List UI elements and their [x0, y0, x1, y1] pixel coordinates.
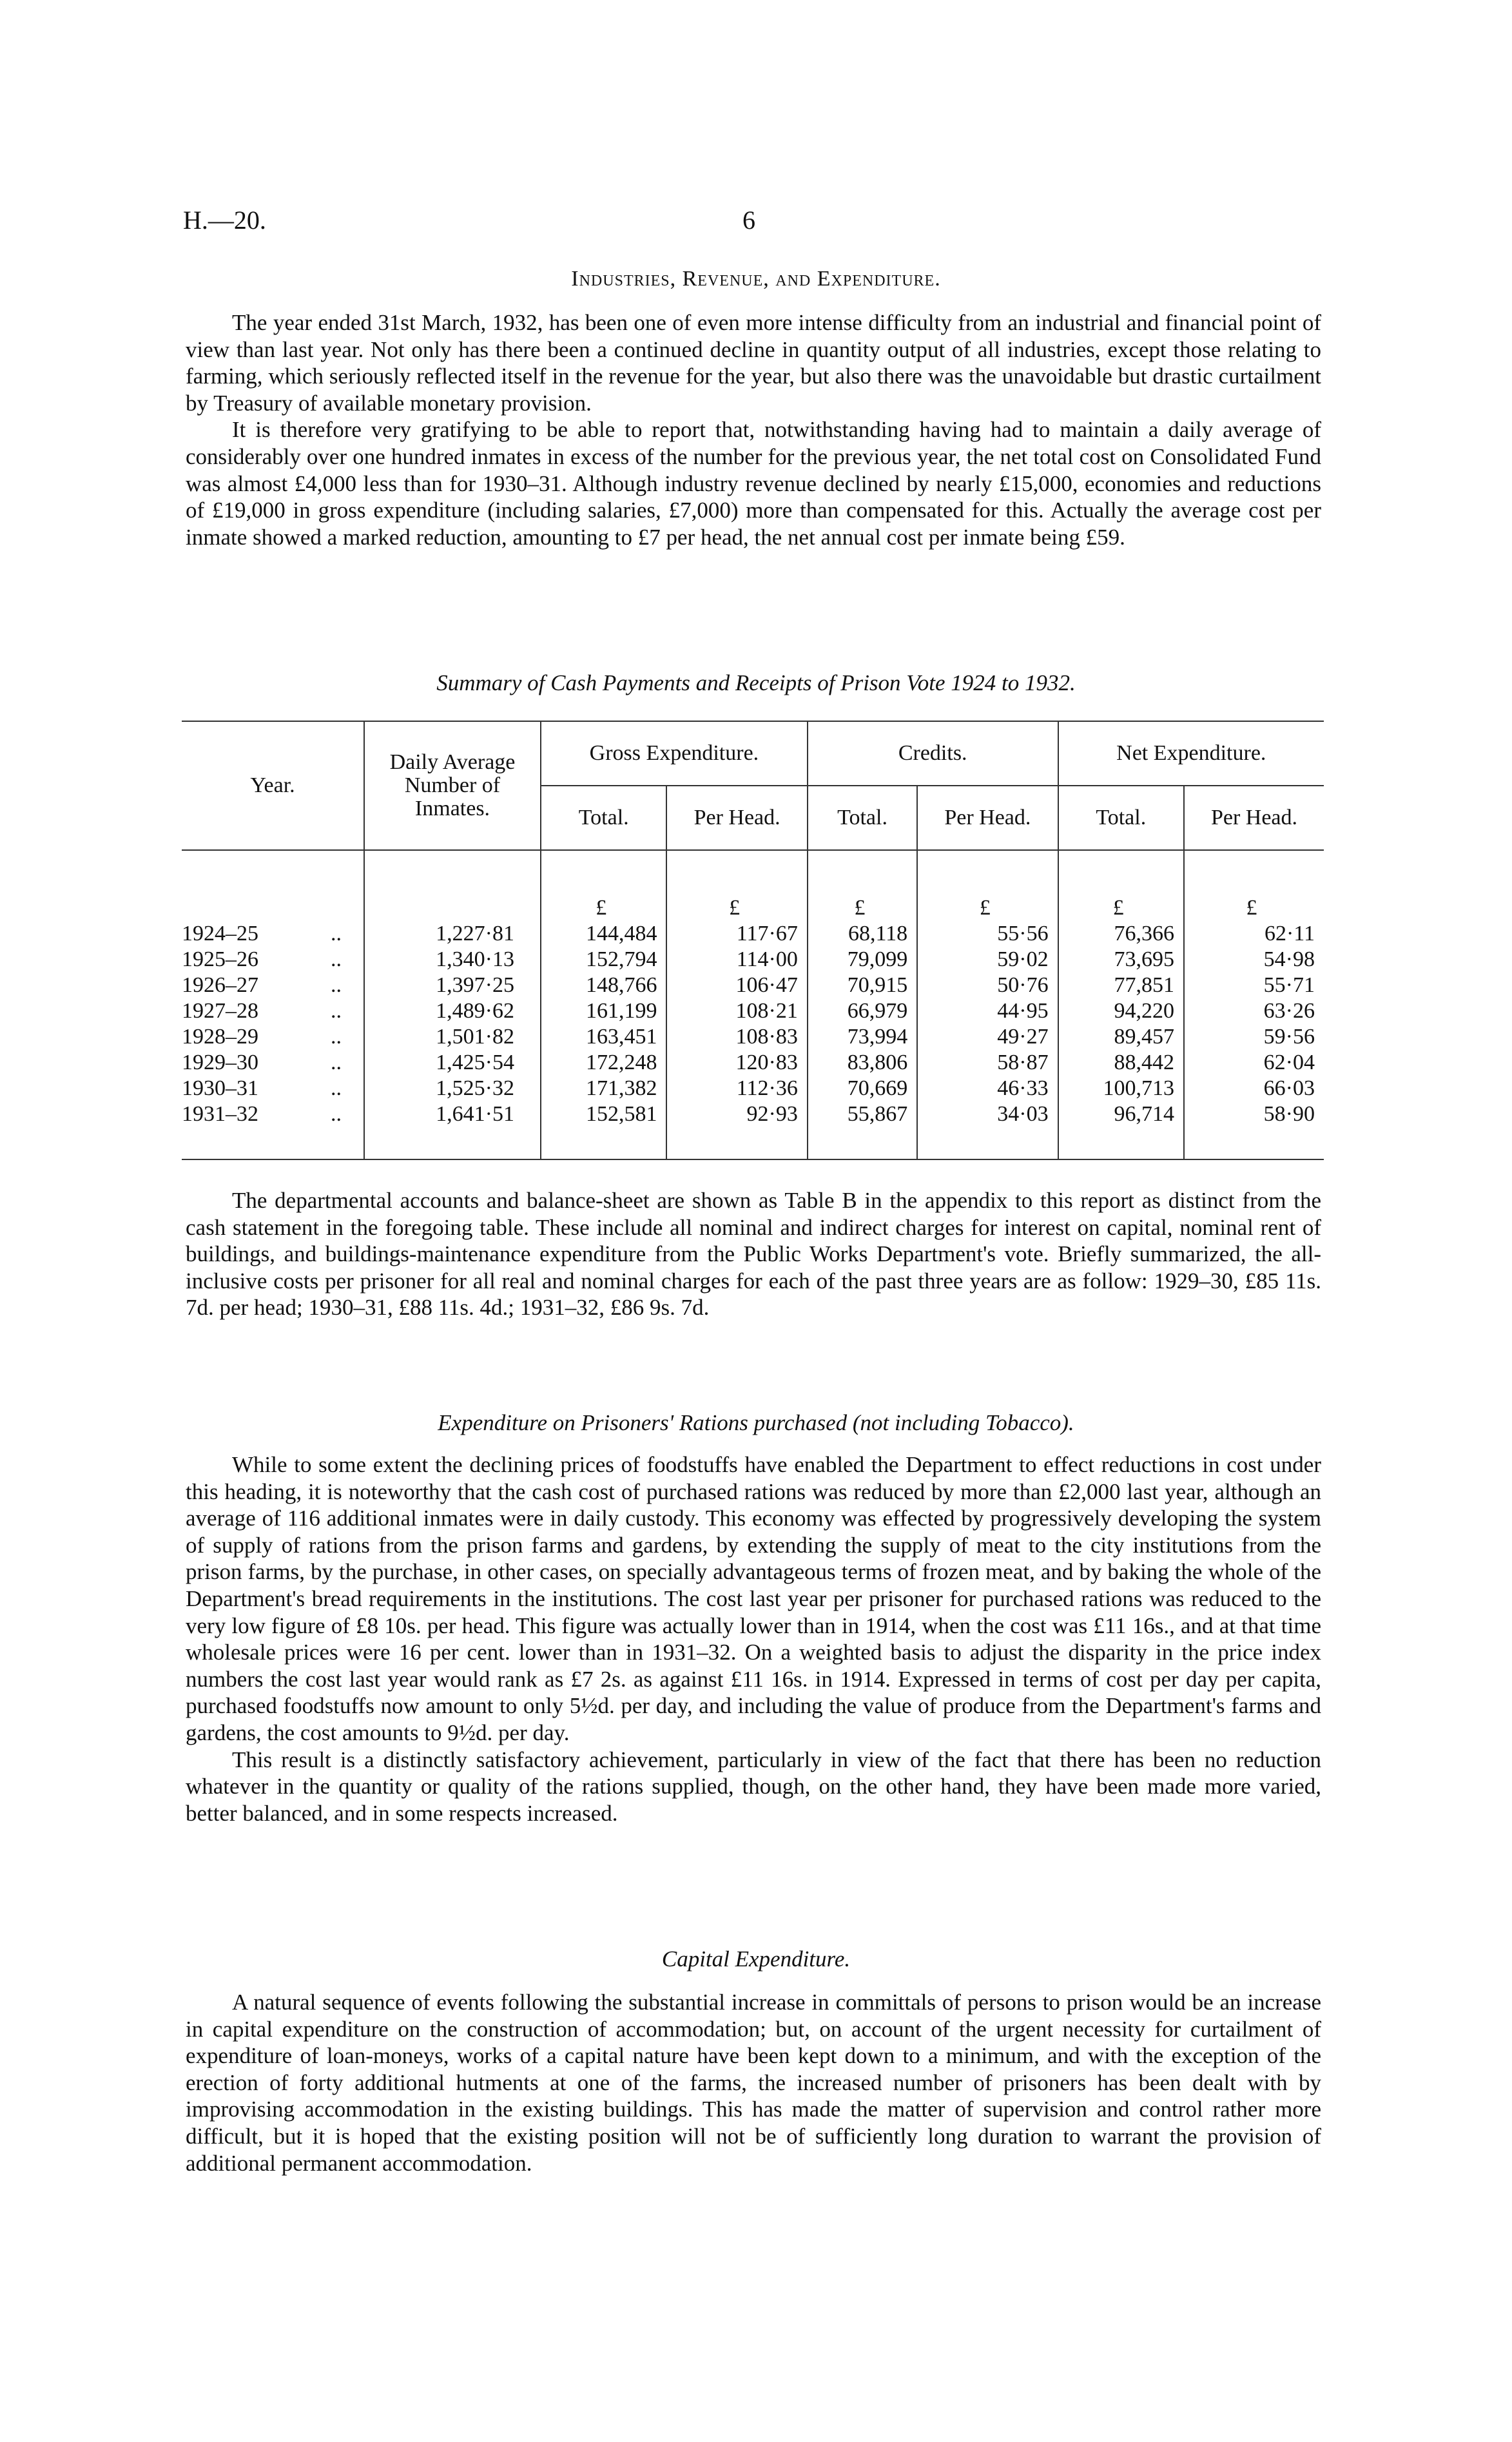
paragraph: The departmental accounts and balance-sheet are shown as Table B in the appendix to this report as distinct from the cash statement in the foregoing table. These include all nominal and indirect charges for interest on capital, nominal rent of buildings, and buildings-maintenance expenditure from the Public Works Department's vote. Briefly summarized, the all-inclusive costs per prisoner for all real and nominal charges for each of the past three years are as follow: 1929–30, £85 11s. 7d. per head; 1930–31, £88 11s. 4d.; 1931–32, £86 9s. 7d.	[186, 1188, 1321, 1321]
cell-cred-total: 68,118	[808, 921, 917, 947]
leader-dots: ..	[331, 999, 342, 1023]
currency-symbol: £	[1184, 850, 1324, 921]
cell-gross-total: 148,766	[541, 973, 666, 998]
cell-gross-head: 112·36	[666, 1076, 807, 1101]
cell-cred-head: 46·33	[917, 1076, 1058, 1101]
cell-inmates: 1,227·81	[364, 921, 541, 947]
leader-dots: ..	[331, 1051, 342, 1074]
leader-dots: ..	[331, 1102, 342, 1126]
cell-net-total: 96,714	[1058, 1101, 1184, 1127]
currency-symbol: £	[1058, 850, 1184, 921]
header-credits-total: Total.	[808, 786, 917, 850]
cell-gross-total: 144,484	[541, 921, 666, 947]
cell-gross-total: 161,199	[541, 998, 666, 1024]
paragraph: The year ended 31st March, 1932, has been one of even more intense difficulty from an industrial and financial point of view than last year. Not only has there been a continued decline in quantity output of all industries, except those relating to farming, which seriously reflected itself in the revenue for the year, but also there was the unavoidable but drastic curtailment by Treasury of available monetary provision.	[186, 310, 1321, 416]
paragraph: It is therefore very gratifying to be able to report that, notwithstanding having had to maintain a daily average of considerably over one hundred inmates in excess of the number for the previous year, the net total cost on Consolidated Fund was almost £4,000 less than for 1930–31. Although industry revenue declined by nearly £15,000, economies and reductions of £19,000 in gross expenditure (including salaries, £7,000) more than compensated for this. Actually the average cost per inmate showed a marked reduction, amounting to £7 per head, the net annual cost per inmate being £59.	[186, 417, 1321, 550]
header-year: Year.	[250, 773, 295, 797]
cell-gross-head: 108·21	[666, 998, 807, 1024]
header-net-per-head: Per Head.	[1184, 786, 1324, 850]
cell-gross-head: 117·67	[666, 921, 807, 947]
paragraph: This result is a distinctly satisfactory achievement, particularly in view of the fact that there has been no reduction whatever in the quantity or quality of the rations supplied, though, on the other hand, they have been made more varied, better balanced, and in some respects increased.	[186, 1747, 1321, 1826]
year-label: 1929–30	[182, 1051, 258, 1074]
header-credits: Credits.	[808, 721, 1058, 786]
table-title: Summary of Cash Payments and Receipts of Prison Vote 1924 to 1932.	[436, 670, 1076, 695]
cell-net-total: 77,851	[1058, 973, 1184, 998]
cell-cred-head: 55·56	[917, 921, 1058, 947]
header-gross-per-head: Per Head.	[666, 786, 807, 850]
header-net: Net Expenditure.	[1058, 721, 1324, 786]
header-gross-total: Total.	[541, 786, 666, 850]
cell-cred-head: 58·87	[917, 1050, 1058, 1076]
cell-gross-total: 172,248	[541, 1050, 666, 1076]
table-row	[182, 1024, 1324, 1050]
currency-symbol: £	[808, 850, 917, 921]
table-row	[182, 1076, 1324, 1101]
cell-cred-total: 70,915	[808, 973, 917, 998]
cell-gross-total: 171,382	[541, 1076, 666, 1101]
cell-year	[182, 921, 364, 947]
header-credits-per-head: Per Head.	[917, 786, 1058, 850]
cell-year	[182, 1101, 364, 1127]
document-code: H.—20.	[183, 206, 266, 235]
cell-year	[182, 1076, 364, 1101]
cell-cred-total: 70,669	[808, 1076, 917, 1101]
table-row	[182, 1050, 1324, 1076]
table-row	[182, 947, 1324, 973]
leader-dots: ..	[331, 1076, 342, 1100]
cell-cred-head: 34·03	[917, 1101, 1058, 1127]
header-gross: Gross Expenditure.	[541, 721, 808, 786]
section-rations-body	[186, 1451, 1321, 1827]
year-label: 1931–32	[182, 1102, 258, 1126]
cell-net-total: 94,220	[1058, 998, 1184, 1024]
cell-gross-head: 120·83	[666, 1050, 807, 1076]
table-row	[182, 921, 1324, 947]
cell-net-total: 100,713	[1058, 1076, 1184, 1101]
cell-inmates: 1,397·25	[364, 973, 541, 998]
currency-symbol: £	[917, 850, 1058, 921]
cell-inmates: 1,489·62	[364, 998, 541, 1024]
year-label: 1926–27	[182, 973, 258, 997]
year-label: 1927–28	[182, 999, 258, 1023]
cell-cred-head: 49·27	[917, 1024, 1058, 1050]
cell-gross-total: 152,794	[541, 947, 666, 973]
cell-gross-total: 152,581	[541, 1101, 666, 1127]
cell-cred-total: 73,994	[808, 1024, 917, 1050]
leader-dots: ..	[331, 947, 342, 971]
accounts-paragraph-block	[186, 1187, 1321, 1321]
table-row	[182, 1101, 1324, 1127]
cell-cred-head: 59·02	[917, 947, 1058, 973]
leader-dots: ..	[331, 973, 342, 997]
cell-net-head: 59·56	[1184, 1024, 1324, 1050]
cell-year	[182, 998, 364, 1024]
section-heading-rations: Expenditure on Prisoners' Rations purchased (not including Tobacco).	[438, 1410, 1074, 1435]
header-inmates: Daily Average Number of Inmates.	[364, 721, 541, 850]
currency-symbol: £	[666, 850, 807, 921]
cell-cred-total: 66,979	[808, 998, 917, 1024]
cell-cred-head: 44·95	[917, 998, 1058, 1024]
section-heading-industries: Industries, Revenue, and Expenditure.	[571, 267, 941, 291]
paragraph: A natural sequence of events following the substantial increase in committals of persons to prison would be an increase in capital expenditure on the construction of accommodation; but, on account of the urgent necessity for curtailment of expenditure of loan-moneys, works of a capital nature have been kept down to a minimum, and with the exception of the erection of forty additional hutments at one of the farms, the increased number of prisoners has been dealt with by improvising accommodation in the existing buildings. This has made the matter of supervision and control rather more difficult, but it is hoped that the existing position will not be of sufficiently long duration to warrant the provision of additional permanent accommodation.	[186, 1990, 1321, 2176]
cell-net-head: 54·98	[1184, 947, 1324, 973]
year-label: 1928–29	[182, 1025, 258, 1049]
leader-dots: ..	[331, 922, 342, 945]
cell-inmates: 1,525·32	[364, 1076, 541, 1101]
cell-cred-head: 50·76	[917, 973, 1058, 998]
year-label: 1925–26	[182, 947, 258, 971]
cell-year	[182, 1050, 364, 1076]
cell-net-head: 66·03	[1184, 1076, 1324, 1101]
section-heading-capital: Capital Expenditure.	[661, 1946, 851, 1972]
table-row	[182, 973, 1324, 998]
cell-net-total: 73,695	[1058, 947, 1184, 973]
cell-cred-total: 79,099	[808, 947, 917, 973]
leader-dots: ..	[331, 1025, 342, 1049]
page-number: 6	[742, 206, 755, 235]
cell-net-total: 89,457	[1058, 1024, 1184, 1050]
cell-year	[182, 973, 364, 998]
header-net-total: Total.	[1058, 786, 1184, 850]
cell-inmates: 1,501·82	[364, 1024, 541, 1050]
table-row	[182, 998, 1324, 1024]
paragraph: While to some extent the declining prices of foodstuffs have enabled the Department to effect reductions in cost under this heading, it is noteworthy that the cash cost of purchased rations was reduced by more than £2,000 last year, although an average of 116 additional inmates were in daily custody. This economy was effected by progressively developing the system of supply of rations from the prison farms and gardens, by extending the supply of meat to the city institutions from the prison farms, by the purchase, in other cases, on specially advantageous terms of frozen meat, and by baking the whole of the Department's bread requirements in the institutions. The cost last year per prisoner for purchased rations was reduced to the very low figure of £8 10s. per head. This figure was actually lower than in 1914, when the cost was £11 16s., and at that time wholesale prices were 16 per cent. lower than in 1931–32. On a weighted basis to adjust the disparity in the price index numbers the cost last year would rank as £7 2s. as against £11 16s. in 1914. Expressed in terms of cost per day per capita, purchased foodstuffs now amount to only 5½d. per day, and including the value of produce from the Department's farms and gardens, the cost amounts to 9½d. per day.	[186, 1452, 1321, 1745]
cell-gross-head: 108·83	[666, 1024, 807, 1050]
section-capital-body	[186, 1989, 1321, 2176]
section-industries-body	[186, 309, 1321, 550]
cell-net-total: 76,366	[1058, 921, 1184, 947]
cell-inmates: 1,340·13	[364, 947, 541, 973]
cell-net-head: 62·04	[1184, 1050, 1324, 1076]
cell-gross-total: 163,451	[541, 1024, 666, 1050]
cell-cred-total: 55,867	[808, 1101, 917, 1127]
summary-table	[182, 721, 1324, 1160]
cell-year	[182, 1024, 364, 1050]
cell-net-head: 62·11	[1184, 921, 1324, 947]
cell-net-head: 58·90	[1184, 1101, 1324, 1127]
cell-gross-head: 114·00	[666, 947, 807, 973]
cell-inmates: 1,425·54	[364, 1050, 541, 1076]
year-label: 1924–25	[182, 922, 258, 945]
year-label: 1930–31	[182, 1076, 258, 1100]
cell-net-head: 63·26	[1184, 998, 1324, 1024]
cell-net-total: 88,442	[1058, 1050, 1184, 1076]
cell-net-head: 55·71	[1184, 973, 1324, 998]
cell-gross-head: 106·47	[666, 973, 807, 998]
cell-year	[182, 947, 364, 973]
cell-gross-head: 92·93	[666, 1101, 807, 1127]
currency-symbol: £	[541, 850, 666, 921]
cell-cred-total: 83,806	[808, 1050, 917, 1076]
cell-inmates: 1,641·51	[364, 1101, 541, 1127]
